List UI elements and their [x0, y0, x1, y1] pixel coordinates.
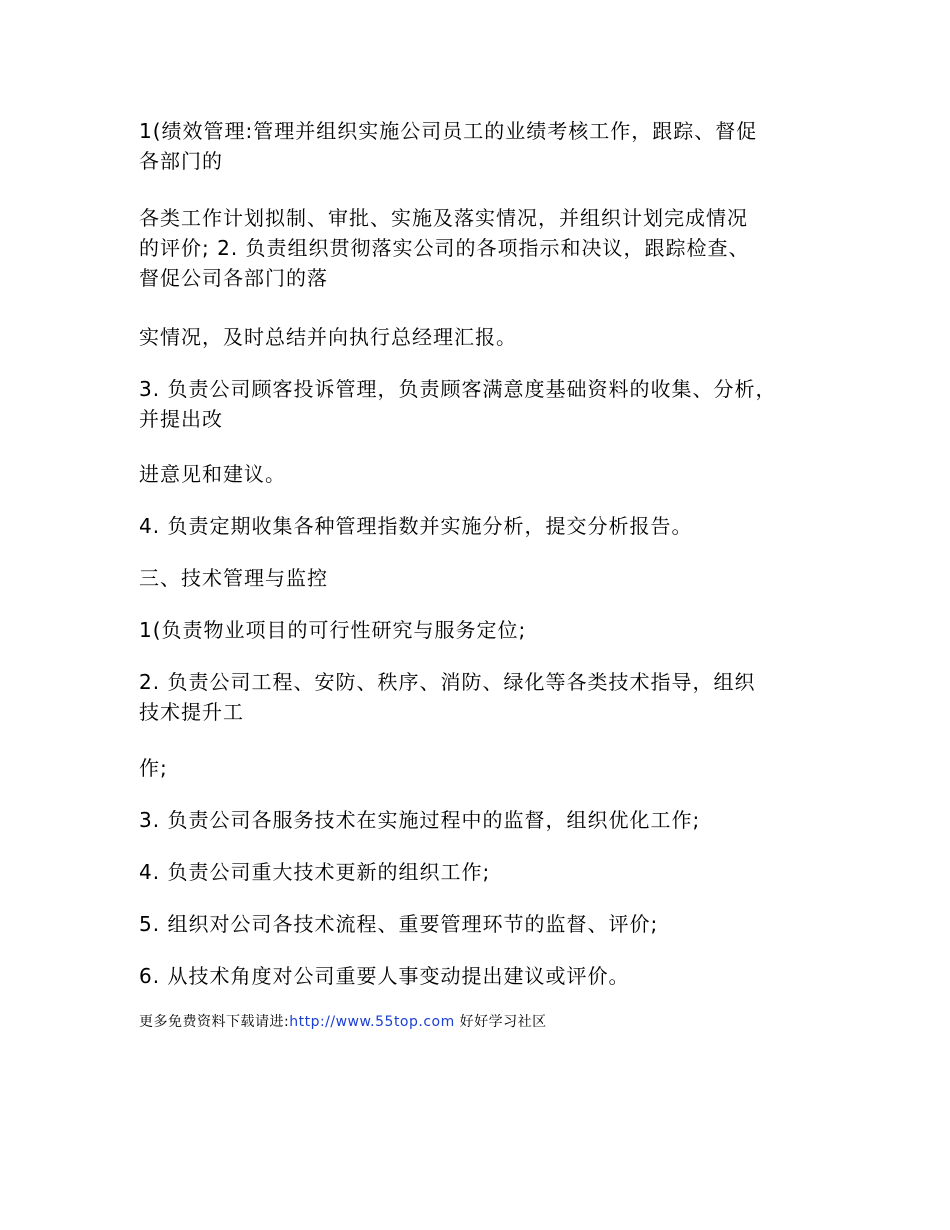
text-line: 6. 从技术角度对公司重要人事变动提出建议或评价。: [139, 964, 630, 988]
text-line: 2. 负责公司工程、安防、秩序、消防、绿化等各类技术指导，组织: [139, 670, 756, 694]
text-line: 三、技术管理与监控: [139, 566, 328, 590]
text-line: 的评价; 2. 负责组织贯彻落实公司的各项指示和决议，跟踪检查、: [139, 236, 750, 260]
text-line: 5. 组织对公司各技术流程、重要管理环节的监督、评价;: [139, 912, 659, 936]
text-line: 4. 负责定期收集各种管理指数并实施分析，提交分析报告。: [139, 514, 693, 538]
paragraph-tech-item-1: [139, 615, 839, 645]
paragraph-performance-management: [139, 116, 839, 176]
text-line: 3. 负责公司顾客投诉管理，负责顾客满意度基础资料的收集、分析，: [139, 377, 777, 401]
text-line: 1(负责物业项目的可行性研究与服务定位;: [139, 618, 527, 642]
text-line: 3. 负责公司各服务技术在实施过程中的监督，组织优化工作;: [139, 808, 701, 832]
paragraph-tech-item-4: [139, 857, 839, 887]
paragraph-tech-item-2: [139, 667, 839, 727]
text-line: 督促公司各部门的落: [139, 266, 328, 290]
paragraph-tech-item-2-continued: [139, 753, 839, 783]
text-line: 各部门的: [139, 149, 223, 173]
text-line: 实情况，及时总结并向执行总经理汇报。: [139, 325, 517, 349]
paragraph-work-plans: [139, 203, 839, 293]
footer-prefix: 更多免费资料下载请进:: [139, 1014, 290, 1030]
text-line: 作;: [139, 756, 168, 780]
text-line: 各类工作计划拟制、审批、实施及落实情况，并组织计划完成情况: [139, 206, 748, 230]
footer-link[interactable]: http://www.55top.com: [289, 1014, 455, 1030]
paragraph-tech-item-3: [139, 805, 839, 835]
paragraph-suggestions: [139, 459, 839, 489]
paragraph-report-summary: [139, 322, 839, 352]
text-line: 技术提升工: [139, 700, 244, 724]
paragraph-item-3-complaints: [139, 374, 839, 434]
text-line: 4. 负责公司重大技术更新的组织工作;: [139, 860, 491, 884]
text-line: 并提出改: [139, 407, 223, 431]
text-line: 进意见和建议。: [139, 462, 286, 486]
text-line: 1(绩效管理:管理并组织实施公司员工的业绩考核工作，跟踪、督促: [139, 119, 758, 143]
paragraph-tech-item-5: [139, 909, 839, 939]
paragraph-item-4-indices: [139, 511, 839, 541]
section-heading-tech-management: [139, 563, 839, 593]
paragraph-tech-item-6: [139, 961, 839, 991]
footer-promo: [139, 1012, 547, 1032]
footer-suffix: 好好学习社区: [454, 1014, 547, 1030]
